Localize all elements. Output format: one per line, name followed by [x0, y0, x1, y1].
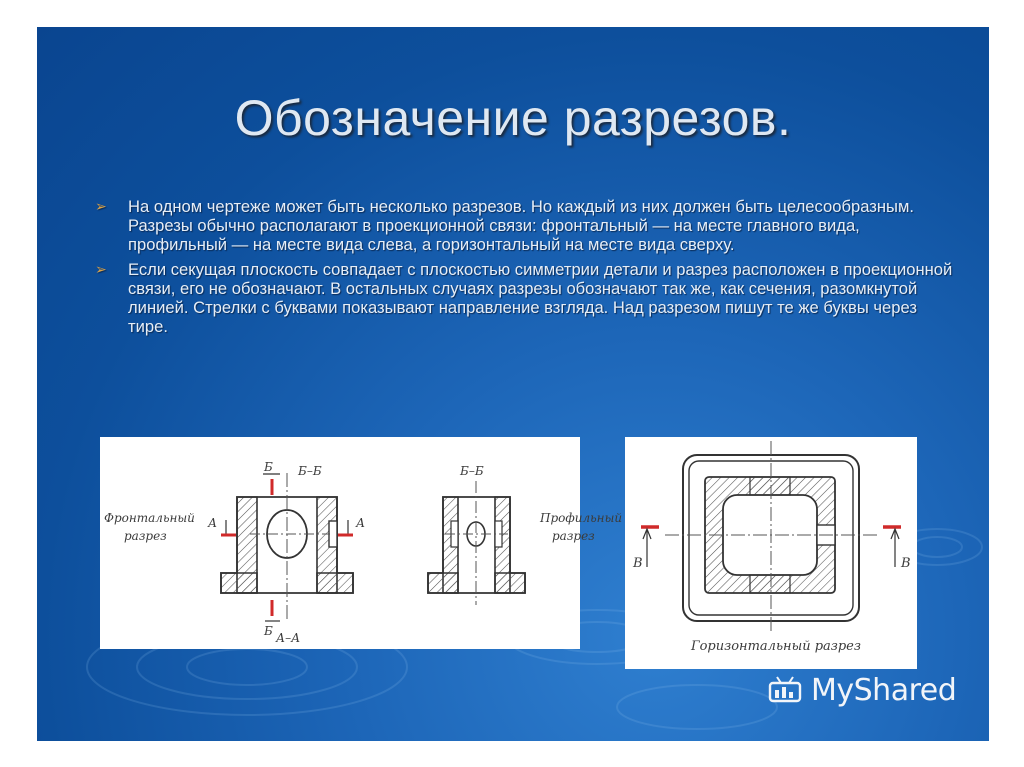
section-drawing-front-profile: [100, 437, 623, 649]
caption-bb-right: Б–Б: [460, 464, 484, 478]
caption-aa: А–А: [276, 631, 301, 645]
myshared-logo: [767, 672, 956, 708]
label-profile: Профильный: [540, 511, 623, 525]
myshared-logo-text: MyShared: [811, 672, 957, 708]
bullet-item: [95, 260, 955, 336]
letter-v-right: В: [901, 556, 911, 571]
arrow-bullet-icon: ➢: [95, 198, 107, 214]
label-section-right: разрез: [552, 529, 595, 543]
letter-a-left: А: [208, 516, 218, 530]
bullet-item: [95, 197, 955, 254]
bullet-text: На одном чертеже может быть несколько разрезов. Но каждый из них должен быть целесообразным. Разрезы обычно располагают в проекционной связи: фронтальный — на месте главного вида, профильный — на месте вида слева, а горизонтальный на месте вида сверху.: [128, 197, 914, 254]
arrow-bullet-icon: ➢: [95, 261, 107, 277]
myshared-logo-icon: [767, 673, 805, 707]
drawing-front-profile-svg: [100, 437, 623, 649]
letter-v-left: В: [633, 556, 643, 571]
bullet-text: Если секущая плоскость совпадает с плоскостью симметрии детали и разрез расположен в проекционной связи, его не обозначают. В остальных случаях разрезы обозначают так же, как сечения, разомкнутой линией. Стрелки с буквами показывают направление взгляда. Над разрезом пишут те же буквы через тире.: [128, 260, 953, 336]
drawing-horizontal-svg: [625, 437, 917, 669]
slide-title: Обозначение разрезов.: [234, 90, 792, 146]
label-section-left: разрез: [124, 529, 167, 543]
letter-b-top: Б: [264, 460, 273, 474]
section-drawing-horizontal: [625, 437, 917, 669]
caption-horizontal-section: Горизонтальный разрез: [691, 639, 861, 654]
caption-bb-left: Б–Б: [298, 464, 322, 478]
label-frontal: Фронтальный: [104, 511, 195, 525]
bullet-list: [95, 197, 955, 342]
slide: [37, 27, 989, 741]
front-section-part: [221, 473, 353, 622]
letter-a-right: А: [356, 516, 366, 530]
profile-section-part: [428, 481, 525, 605]
letter-b-bottom: Б: [264, 624, 273, 638]
